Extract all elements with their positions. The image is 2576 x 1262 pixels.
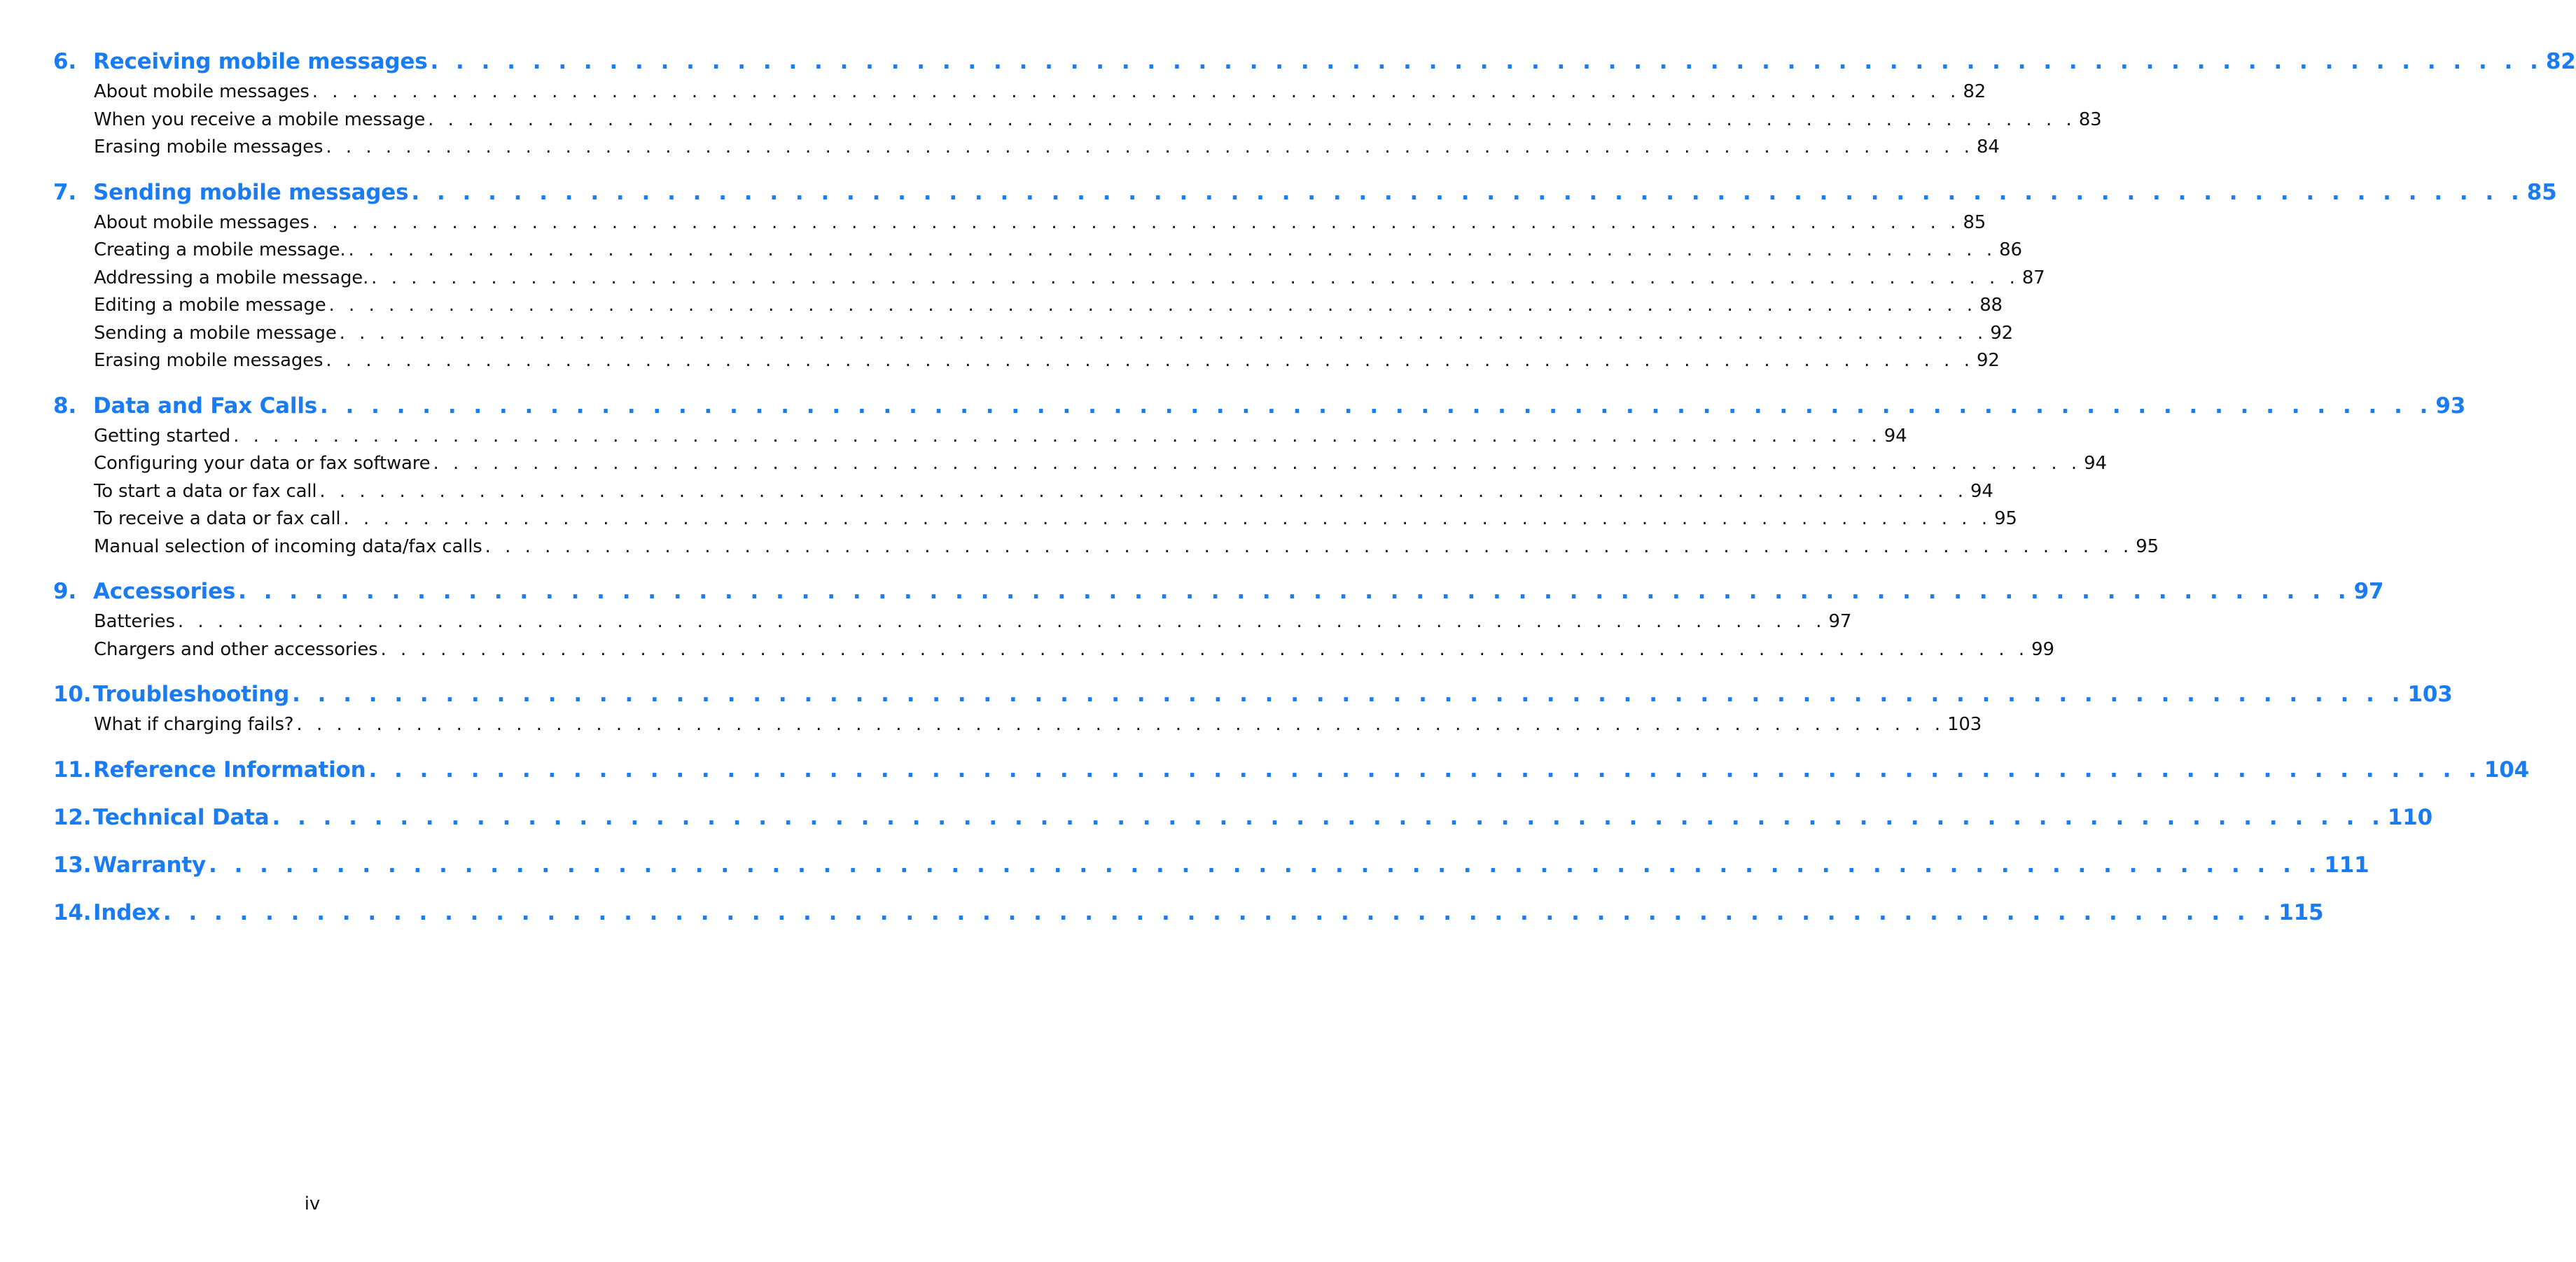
section-entry-link[interactable] <box>94 320 2014 348</box>
chapter-page-number: 110 <box>2387 804 2433 830</box>
section-title: Erasing mobile messages <box>94 350 323 371</box>
dot-leader: . . . . . . . . . . . . . . . . . . . . . . . . . . . . . . . . . . . . . . . . . . . . . . . . . . . . . . . . . . . . . . . . . . . . . . . . . . . . . . . . . . . <box>292 682 2405 707</box>
section-title: Creating a mobile message. <box>94 239 346 260</box>
section-entry-link[interactable] <box>94 292 2003 320</box>
chapter-title: Receiving mobile messages <box>93 49 428 74</box>
chapter-title: Accessories <box>93 579 236 604</box>
chapter-heading-link[interactable] <box>53 848 2369 882</box>
dot-leader: . . . . . . . . . . . . . . . . . . . . . . . . . . . . . . . . . . . . . . . . . . . . . . . . . . . . . . . . . . . . . . . . . . . . . . . . . . . . . . . . . . . <box>380 638 2029 660</box>
dot-leader: . . . . . . . . . . . . . . . . . . . . . . . . . . . . . . . . . . . . . . . . . . . . . . . . . . . . . . . . . . . . . . . . . . . . . . . . . . . . . . . . . . . <box>312 211 1961 233</box>
dot-leader: . . . . . . . . . . . . . . . . . . . . . . . . . . . . . . . . . . . . . . . . . . . . . . . . . . . . . . . . . . . . . . . . . . . . . . . . . . . . . . . . . . . <box>326 136 1974 157</box>
section-entry-link[interactable] <box>94 347 2000 375</box>
section-list <box>94 608 2054 664</box>
chapter-title: Technical Data <box>93 804 270 830</box>
chapter-number: 14. <box>53 899 92 925</box>
chapter-heading-link[interactable] <box>53 896 2324 930</box>
section-page-number: 103 <box>1947 714 1982 735</box>
section-title: Batteries <box>94 611 175 632</box>
section-entry-link[interactable] <box>94 209 1986 237</box>
section-page-number: 94 <box>1884 425 1907 447</box>
section-title: Editing a mobile message <box>94 295 326 316</box>
dot-leader: . . . . . . . . . . . . . . . . . . . . . . . . . . . . . . . . . . . . . . . . . . . . . . . . . . . . . . . . . . . . . . . . . . . . . . . . . . . . . . . . . . . <box>296 714 1945 735</box>
dot-leader: . . . . . . . . . . . . . . . . . . . . . . . . . . . . . . . . . . . . . . . . . . . . . . . . . . . . . . . . . . . . . . . . . . . . . . . . . . . . . . . . . . . <box>428 108 2076 130</box>
dot-leader: . . . . . . . . . . . . . . . . . . . . . . . . . . . . . . . . . . . . . . . . . . . . . . . . . . . . . . . . . . . . . . . . . . . . . . . . . . . . . . . . . . . <box>162 899 2276 925</box>
dot-leader: . . . . . . . . . . . . . . . . . . . . . . . . . . . . . . . . . . . . . . . . . . . . . . . . . . . . . . . . . . . . . . . . . . . . . . . . . . . . . . . . . . . <box>348 239 1997 260</box>
section-list <box>94 209 2045 375</box>
chapter-number: 10. <box>53 682 92 707</box>
chapter-number: 13. <box>53 852 92 878</box>
chapter-number: 9. <box>53 579 76 604</box>
toc-chapter <box>53 389 2466 561</box>
section-list <box>94 423 2159 561</box>
section-title: About mobile messages <box>94 211 309 233</box>
dot-leader: . . . . . . . . . . . . . . . . . . . . . . . . . . . . . . . . . . . . . . . . . . . . . . . . . . . . . . . . . . . . . . . . . . . . . . . . . . . . . . . . . . . <box>177 611 1826 632</box>
section-entry-link[interactable] <box>94 711 1982 739</box>
chapter-page-number: 93 <box>2435 393 2466 419</box>
chapter-heading-link[interactable] <box>53 753 2530 787</box>
section-page-number: 88 <box>1979 295 2003 316</box>
section-title: What if charging fails? <box>94 714 294 735</box>
dot-leader: . . . . . . . . . . . . . . . . . . . . . . . . . . . . . . . . . . . . . . . . . . . . . . . . . . . . . . . . . . . . . . . . . . . . . . . . . . . . . . . . . . . <box>238 579 2351 604</box>
section-entry-link[interactable] <box>94 450 2107 478</box>
dot-leader: . . . . . . . . . . . . . . . . . . . . . . . . . . . . . . . . . . . . . . . . . . . . . . . . . . . . . . . . . . . . . . . . . . . . . . . . . . . . . . . . . . . <box>411 179 2524 205</box>
section-entry-link[interactable] <box>94 636 2054 664</box>
chapter-number: 11. <box>53 757 92 783</box>
section-title: Sending a mobile message <box>94 322 337 344</box>
section-page-number: 87 <box>2021 267 2045 288</box>
section-title: Erasing mobile messages <box>94 136 323 157</box>
chapter-heading-link[interactable] <box>53 45 2576 78</box>
section-title: Manual selection of incoming data/fax calls <box>94 535 482 557</box>
section-title: Getting started <box>94 425 231 447</box>
section-entry-link[interactable] <box>94 237 2022 265</box>
toc-chapter <box>53 678 2453 739</box>
section-page-number: 85 <box>1963 211 1986 233</box>
section-page-number: 92 <box>1976 350 2000 371</box>
section-entry-link[interactable] <box>94 134 2000 162</box>
toc-chapter <box>53 801 2433 834</box>
chapter-title: Reference Information <box>93 757 366 783</box>
section-entry-link[interactable] <box>94 423 1907 451</box>
chapter-heading-link[interactable] <box>53 176 2557 209</box>
chapter-page-number: 115 <box>2278 899 2324 925</box>
section-entry-link[interactable] <box>94 505 2017 533</box>
section-entry-link[interactable] <box>94 78 1986 106</box>
chapter-heading-link[interactable] <box>53 801 2433 834</box>
section-title: When you receive a mobile message <box>94 108 426 130</box>
section-page-number: 82 <box>1963 81 1986 102</box>
section-page-number: 95 <box>1994 508 2017 529</box>
section-entry-link[interactable] <box>94 608 1852 636</box>
dot-leader: . . . . . . . . . . . . . . . . . . . . . . . . . . . . . . . . . . . . . . . . . . . . . . . . . . . . . . . . . . . . . . . . . . . . . . . . . . . . . . . . . . . <box>368 757 2481 783</box>
section-page-number: 94 <box>1970 480 1993 502</box>
section-page-number: 83 <box>2078 108 2102 130</box>
section-entry-link[interactable] <box>94 265 2045 293</box>
chapter-title: Data and Fax Calls <box>93 393 317 419</box>
section-page-number: 84 <box>1976 136 2000 157</box>
chapter-title: Sending mobile messages <box>93 179 409 205</box>
dot-leader: . . . . . . . . . . . . . . . . . . . . . . . . . . . . . . . . . . . . . . . . . . . . . . . . . . . . . . . . . . . . . . . . . . . . . . . . . . . . . . . . . . . <box>272 804 2385 830</box>
chapter-page-number: 103 <box>2407 682 2453 707</box>
chapter-page-number: 85 <box>2526 179 2557 205</box>
section-page-number: 86 <box>1999 239 2022 260</box>
toc-chapter <box>53 176 2557 375</box>
section-title: To receive a data or fax call <box>94 508 341 529</box>
toc-chapter <box>53 575 2384 664</box>
section-title: Configuring your data or fax software <box>94 453 431 474</box>
dot-leader: . . . . . . . . . . . . . . . . . . . . . . . . . . . . . . . . . . . . . . . . . . . . . . . . . . . . . . . . . . . . . . . . . . . . . . . . . . . . . . . . . . . <box>371 267 2019 288</box>
chapter-heading-link[interactable] <box>53 678 2453 711</box>
dot-leader: . . . . . . . . . . . . . . . . . . . . . . . . . . . . . . . . . . . . . . . . . . . . . . . . . . . . . . . . . . . . . . . . . . . . . . . . . . . . . . . . . . . <box>430 49 2543 74</box>
dot-leader: . . . . . . . . . . . . . . . . . . . . . . . . . . . . . . . . . . . . . . . . . . . . . . . . . . . . . . . . . . . . . . . . . . . . . . . . . . . . . . . . . . . <box>312 81 1961 102</box>
section-page-number: 92 <box>1990 322 2014 344</box>
section-page-number: 95 <box>2136 535 2159 557</box>
toc-chapter <box>53 45 2576 162</box>
dot-leader: . . . . . . . . . . . . . . . . . . . . . . . . . . . . . . . . . . . . . . . . . . . . . . . . . . . . . . . . . . . . . . . . . . . . . . . . . . . . . . . . . . . <box>433 453 2082 474</box>
section-title: Chargers and other accessories <box>94 638 378 660</box>
section-page-number: 97 <box>1828 611 1852 632</box>
section-entry-link[interactable] <box>94 106 2102 134</box>
chapter-page-number: 97 <box>2353 579 2384 604</box>
chapter-page-number: 82 <box>2545 49 2576 74</box>
section-page-number: 94 <box>2084 453 2107 474</box>
section-title: About mobile messages <box>94 81 309 102</box>
dot-leader: . . . . . . . . . . . . . . . . . . . . . . . . . . . . . . . . . . . . . . . . . . . . . . . . . . . . . . . . . . . . . . . . . . . . . . . . . . . . . . . . . . . <box>343 508 1992 529</box>
table-of-contents <box>53 45 2576 944</box>
chapter-number: 7. <box>53 179 76 205</box>
page-number: iv <box>304 1193 321 1214</box>
toc-chapter <box>53 848 2369 882</box>
section-entry-link[interactable] <box>94 533 2159 561</box>
section-list <box>94 78 2102 162</box>
chapter-title: Troubleshooting <box>93 682 290 707</box>
chapter-title: Warranty <box>93 852 206 878</box>
toc-chapter <box>53 753 2530 787</box>
dot-leader: . . . . . . . . . . . . . . . . . . . . . . . . . . . . . . . . . . . . . . . . . . . . . . . . . . . . . . . . . . . . . . . . . . . . . . . . . . . . . . . . . . . <box>319 480 1968 502</box>
section-page-number: 99 <box>2031 638 2054 660</box>
dot-leader: . . . . . . . . . . . . . . . . . . . . . . . . . . . . . . . . . . . . . . . . . . . . . . . . . . . . . . . . . . . . . . . . . . . . . . . . . . . . . . . . . . . <box>320 393 2433 419</box>
chapter-number: 8. <box>53 393 76 419</box>
section-list <box>94 711 1982 739</box>
chapter-heading-link[interactable] <box>53 389 2466 423</box>
chapter-page-number: 111 <box>2324 852 2369 878</box>
dot-leader: . . . . . . . . . . . . . . . . . . . . . . . . . . . . . . . . . . . . . . . . . . . . . . . . . . . . . . . . . . . . . . . . . . . . . . . . . . . . . . . . . . . <box>485 535 2133 557</box>
chapter-number: 12. <box>53 804 92 830</box>
dot-leader: . . . . . . . . . . . . . . . . . . . . . . . . . . . . . . . . . . . . . . . . . . . . . . . . . . . . . . . . . . . . . . . . . . . . . . . . . . . . . . . . . . . <box>328 295 1977 316</box>
dot-leader: . . . . . . . . . . . . . . . . . . . . . . . . . . . . . . . . . . . . . . . . . . . . . . . . . . . . . . . . . . . . . . . . . . . . . . . . . . . . . . . . . . . <box>339 322 1988 344</box>
dot-leader: . . . . . . . . . . . . . . . . . . . . . . . . . . . . . . . . . . . . . . . . . . . . . . . . . . . . . . . . . . . . . . . . . . . . . . . . . . . . . . . . . . . <box>326 350 1974 371</box>
dot-leader: . . . . . . . . . . . . . . . . . . . . . . . . . . . . . . . . . . . . . . . . . . . . . . . . . . . . . . . . . . . . . . . . . . . . . . . . . . . . . . . . . . . <box>209 852 2322 878</box>
toc-chapter <box>53 896 2324 930</box>
chapter-title: Index <box>93 899 160 925</box>
chapter-number: 6. <box>53 49 76 74</box>
section-title: To start a data or fax call <box>94 480 317 502</box>
chapter-page-number: 104 <box>2484 757 2530 783</box>
chapter-heading-link[interactable] <box>53 575 2384 608</box>
section-entry-link[interactable] <box>94 478 1993 506</box>
dot-leader: . . . . . . . . . . . . . . . . . . . . . . . . . . . . . . . . . . . . . . . . . . . . . . . . . . . . . . . . . . . . . . . . . . . . . . . . . . . . . . . . . . . <box>233 425 1881 447</box>
section-title: Addressing a mobile message. <box>94 267 369 288</box>
